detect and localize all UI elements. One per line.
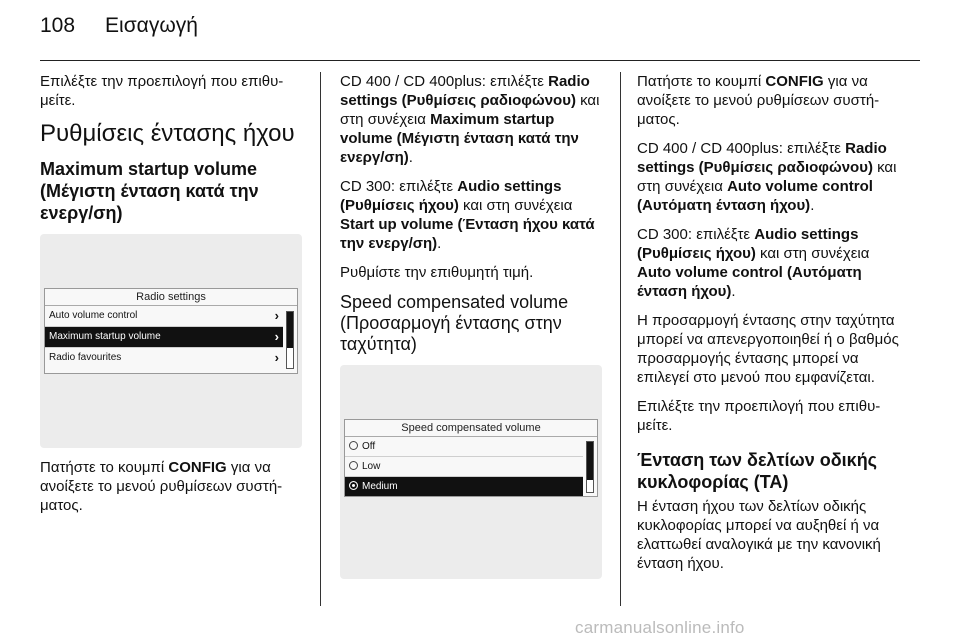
option-low[interactable] (345, 457, 583, 477)
option-label: Medium (362, 481, 398, 492)
screen-title: Speed compensated volume (345, 420, 597, 437)
column-divider (620, 72, 621, 606)
config-instruction: Πατήστε το κουμπί CONFIG για να ανοίξετε το μενού ρυθμίσεων συστήματος. (637, 73, 880, 128)
select-preference-text: Επιλέξτε την προεπιλογή που επιθυμείτε. (637, 398, 881, 434)
chapter-title: Εισαγωγή (105, 14, 198, 37)
scrollbar[interactable] (586, 441, 594, 493)
menu-item-auto-volume[interactable] (45, 306, 283, 327)
menu-item-label: Radio favourites (49, 352, 122, 363)
cd400-instruction: CD 400 / CD 400plus: επιλέξτε Radio settings (Ρυθμίσεις ραδιοφώνου) και στη συνέχεια Auto volume control (Αυτόματη ένταση ήχου). (637, 140, 897, 214)
speed-compensated-screen (344, 419, 598, 497)
radio-icon (349, 461, 358, 470)
option-off[interactable] (345, 437, 583, 457)
menu-item-label: Auto volume control (49, 310, 138, 321)
chevron-right-icon: › (274, 329, 279, 344)
radio-icon (349, 441, 358, 450)
subsection-title-max-startup: Maximum startup volume (Μέγιστη ένταση κατά την ενεργ/ση) (40, 159, 259, 223)
option-label: Off (362, 441, 376, 452)
section-title: Ρυθμίσεις έντασης ήχου (40, 120, 295, 147)
menu-item-label: Maximum startup volume (49, 331, 161, 342)
radio-selected-icon (349, 481, 358, 490)
speed-comp-description: Η προσαρμογή έντασης στην ταχύτητα μπορεί να απενεργοποιηθεί ή ο βαθμός προσαρμογής έντασης μπορεί να επιλεγεί στο μενού που εμφανίζεται. (637, 312, 899, 386)
radio-settings-screen (44, 288, 298, 374)
subsection-title-ta-volume: Ένταση των δελτίων οδικής κυκλοφορίας (TA) (637, 450, 878, 492)
chevron-right-icon: › (274, 350, 279, 365)
config-button-label: CONFIG (168, 459, 227, 476)
cd400-instruction: CD 400 / CD 400plus: επιλέξτε Radio settings (Ρυθμίσεις ραδιοφώνου) και στη συνέχεια Maximum startup volume (Μέγιστη ένταση κατά την ενεργ/ση). (340, 73, 600, 166)
subsection-title-speed-comp: Speed compensated volume (Προσαρμογή έντασης στην ταχύτητα) (340, 292, 569, 354)
scrollbar[interactable] (286, 311, 294, 369)
option-label: Low (362, 461, 381, 472)
watermark: carmanualsonline.info (575, 618, 745, 637)
column-3 (637, 72, 902, 583)
menu-item-max-startup[interactable] (45, 327, 283, 348)
ta-volume-description: Η ένταση ήχου των δελτίων οδικής κυκλοφορίας μπορεί να αυξηθεί ή να ελαττωθεί αναλογικά με την κανονική ένταση ήχου. (637, 498, 881, 572)
adjust-instruction: Ρυθμίστε την επιθυμητή τιμή. (340, 264, 534, 281)
intro-text: Επιλέξτε την προεπιλογή που επιθυμείτε. (40, 73, 284, 109)
radio-settings-figure (40, 234, 302, 448)
page-number: 108 (40, 14, 76, 37)
config-button-label: CONFIG (765, 73, 824, 90)
column-2 (340, 72, 602, 579)
cd300-instruction: CD 300: επιλέξτε Audio settings (Ρυθμίσεις ήχου) και στη συνέχεια Start up volume (Ένταση ήχου κατά την ενεργ/ση). (340, 178, 595, 252)
scrollbar-thumb[interactable] (587, 442, 593, 480)
chevron-right-icon: › (274, 308, 279, 323)
config-instruction: Πατήστε το κουμπί CONFIG για να ανοίξετε το μενού ρυθμίσεων συστήματος. (40, 459, 283, 514)
column-divider (320, 72, 321, 606)
menu-item-radio-favourites[interactable] (45, 348, 283, 368)
option-medium[interactable] (345, 477, 583, 496)
cd300-instruction: CD 300: επιλέξτε Audio settings (Ρυθμίσεις ήχου) και στη συνέχεια Auto volume control (Αυτόματη ένταση ήχου). (637, 226, 870, 300)
speed-compensated-figure (340, 365, 602, 579)
column-1 (40, 72, 302, 525)
screen-title: Radio settings (45, 289, 297, 306)
header-rule (40, 60, 920, 61)
scrollbar-thumb[interactable] (287, 312, 293, 348)
page-header (40, 14, 198, 38)
